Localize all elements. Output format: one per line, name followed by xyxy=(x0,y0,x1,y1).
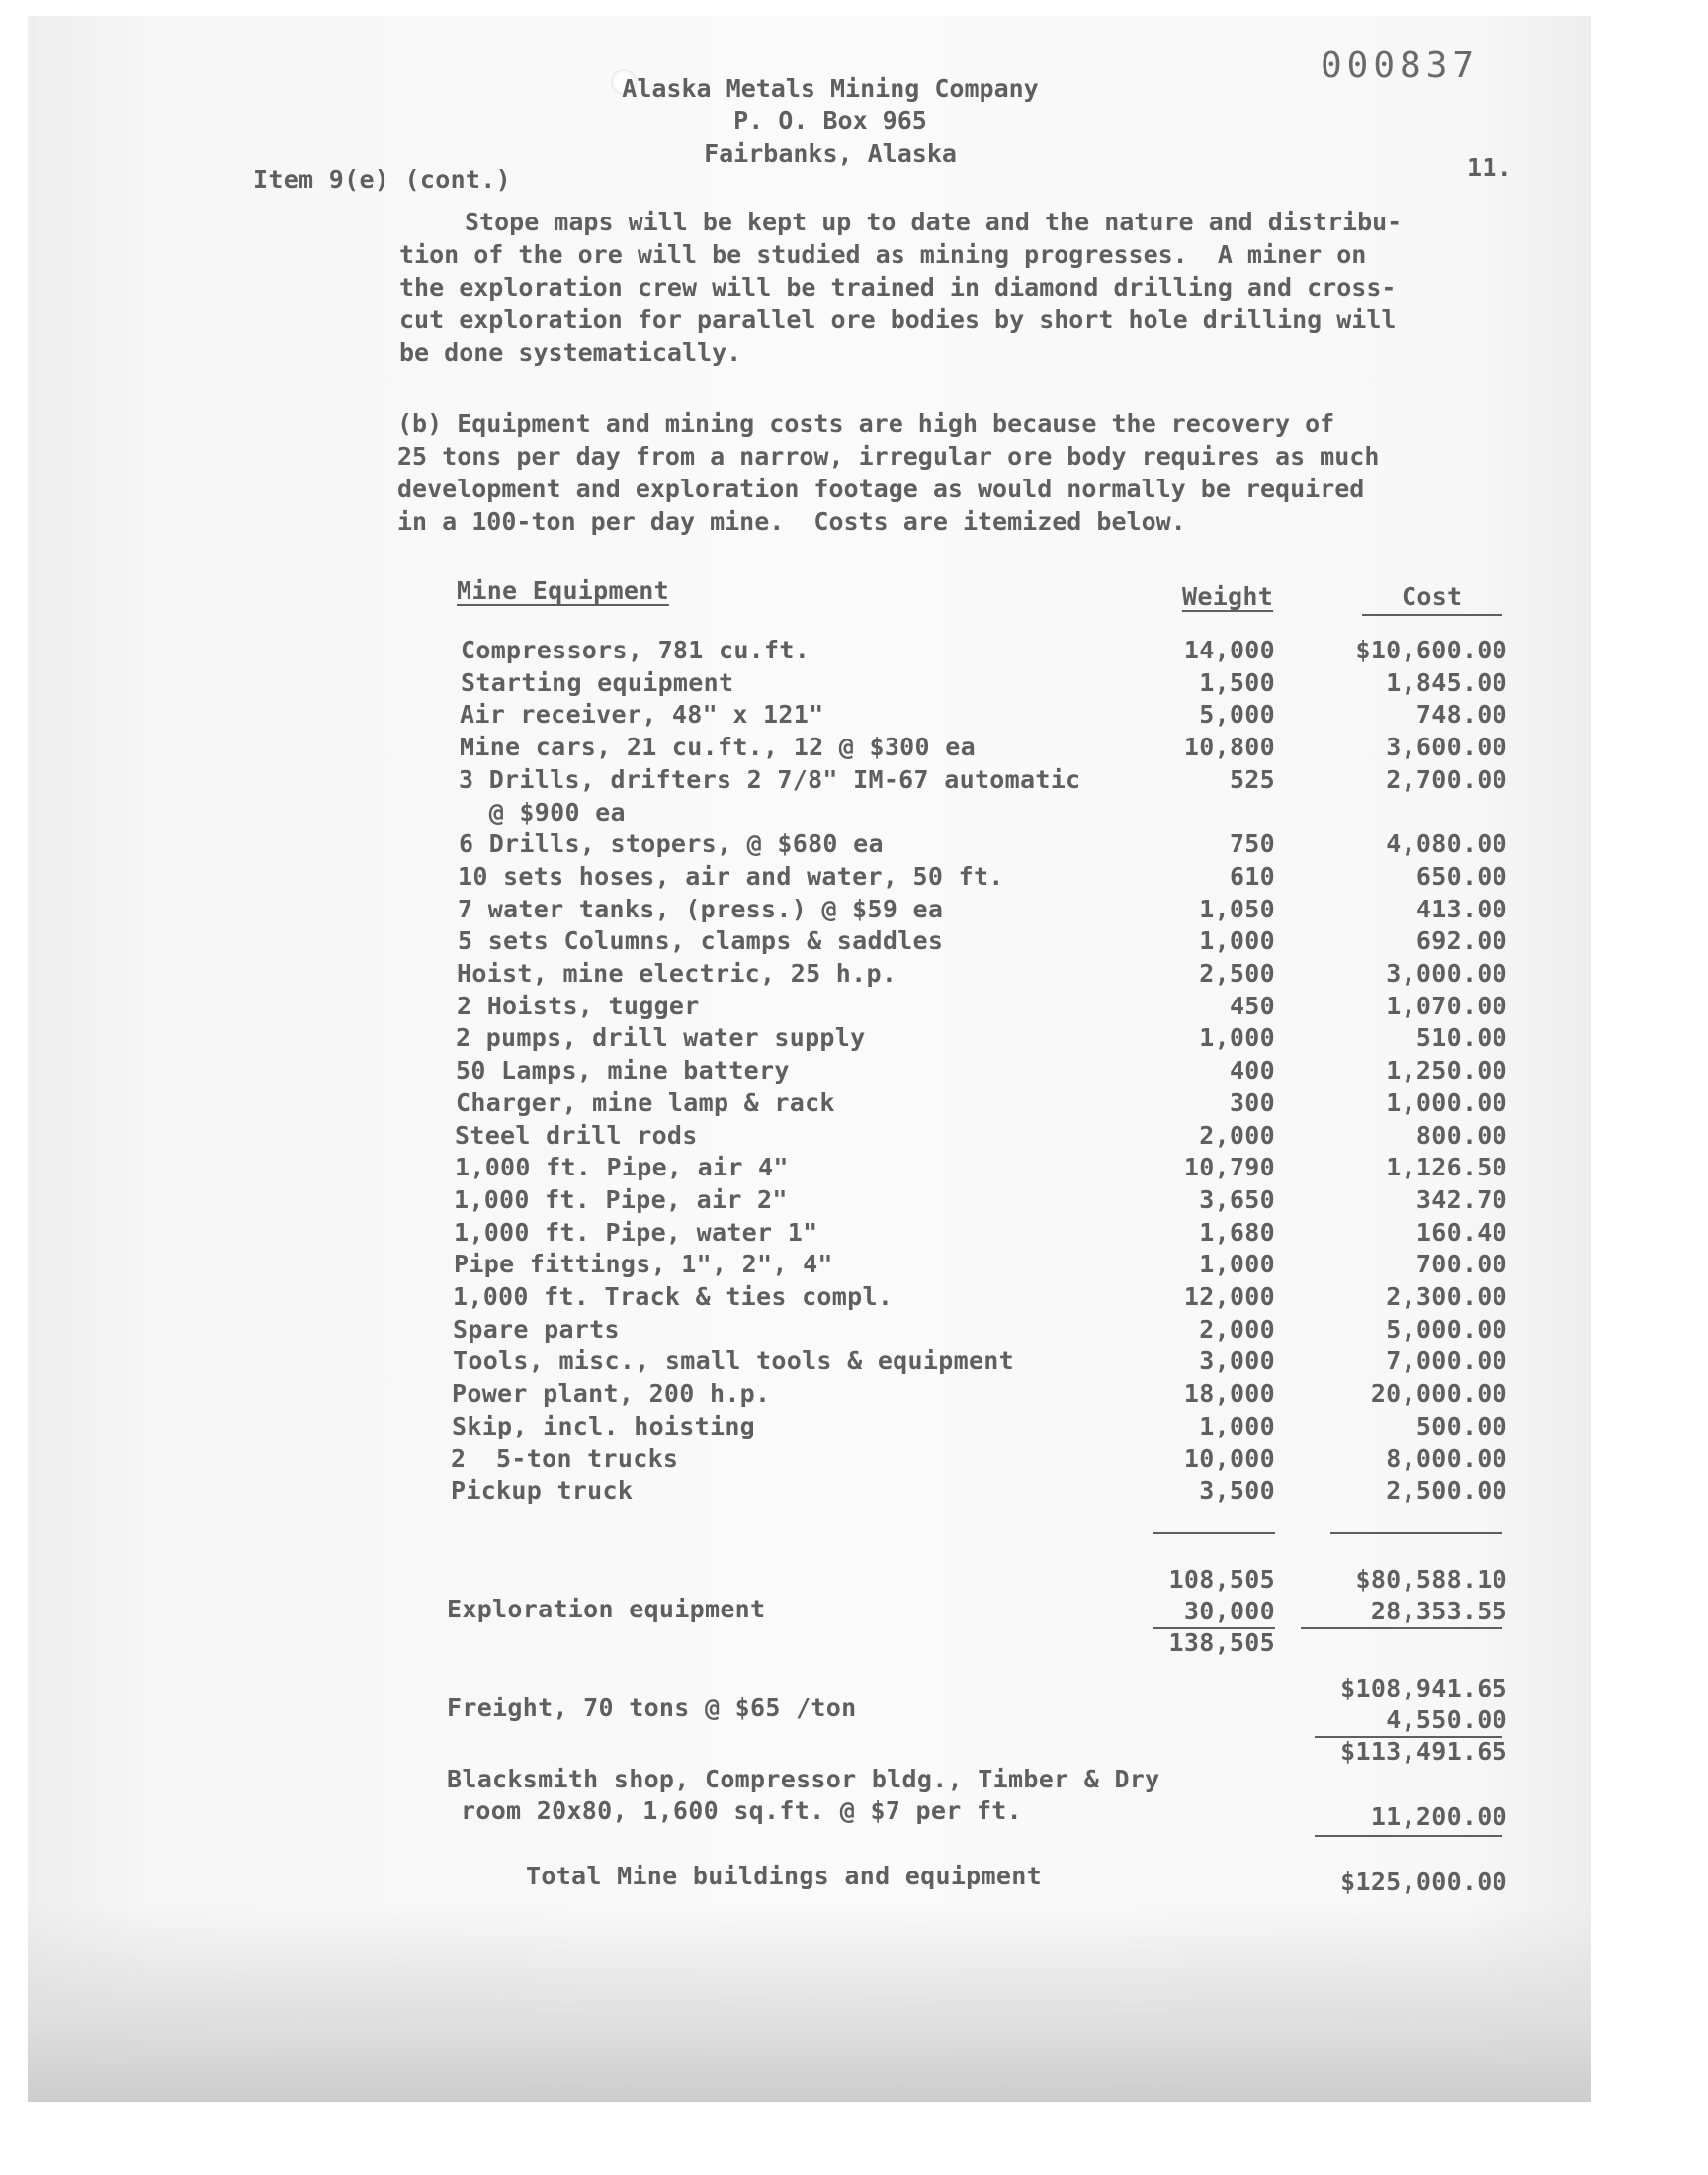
equipment-item-name: @ $900 ea xyxy=(459,798,626,826)
freight-cost: 4,550.00 xyxy=(1386,1705,1507,1734)
equipment-item-name: Hoist, mine electric, 25 h.p. xyxy=(457,959,897,988)
paragraph-line: development and exploration footage as would normally be required xyxy=(397,475,1365,503)
equipment-item-weight: 2,000 xyxy=(1199,1121,1275,1150)
subtotal-cost: $80,588.10 xyxy=(1355,1565,1507,1594)
equipment-item-cost: 8,000.00 xyxy=(1386,1444,1507,1473)
paragraph-line: be done systematically. xyxy=(399,338,742,367)
exploration-cost: 28,353.55 xyxy=(1370,1597,1507,1625)
equipment-item-cost: 160.40 xyxy=(1415,1218,1507,1247)
freight-label: Freight, 70 tons @ $65 /ton xyxy=(447,1694,857,1722)
equipment-item-cost: 413.00 xyxy=(1415,895,1507,923)
cost-subtotal: $108,941.65 xyxy=(1340,1674,1507,1702)
equipment-item-weight: 18,000 xyxy=(1183,1379,1275,1408)
equipment-item-cost: 2,300.00 xyxy=(1386,1282,1507,1311)
equipment-item-weight: 1,500 xyxy=(1199,668,1275,697)
equipment-item-name: 1,000 ft. Pipe, air 4" xyxy=(455,1153,789,1181)
page-number: 11. xyxy=(1467,153,1513,182)
equipment-item-weight: 1,000 xyxy=(1199,1023,1275,1052)
header-cost: Cost xyxy=(1402,582,1463,611)
equipment-item-weight: 10,800 xyxy=(1183,733,1275,761)
equipment-item-name: 3 Drills, drifters 2 7/8" IM-67 automatic xyxy=(459,765,1081,794)
section-label: Item 9(e) (cont.) xyxy=(253,165,511,194)
equipment-item-name: Pickup truck xyxy=(451,1476,634,1505)
equipment-item-weight: 400 xyxy=(1229,1056,1275,1085)
equipment-item-name: Starting equipment xyxy=(461,668,734,697)
equipment-item-weight: 2,500 xyxy=(1199,959,1275,988)
equipment-item-cost: 1,845.00 xyxy=(1386,668,1507,697)
equipment-item-cost: 1,070.00 xyxy=(1386,992,1507,1020)
equipment-item-cost: 700.00 xyxy=(1415,1250,1507,1278)
equipment-item-weight: 450 xyxy=(1229,992,1275,1020)
paragraph-line: in a 100-ton per day mine. Costs are itemized below. xyxy=(397,507,1186,536)
equipment-item-name: 10 sets hoses, air and water, 50 ft. xyxy=(458,862,1004,891)
paragraph-line: tion of the ore will be studied as mining progresses. A miner on xyxy=(399,240,1367,269)
equipment-item-name: Skip, incl. hoisting xyxy=(452,1412,756,1440)
running-total: $113,491.65 xyxy=(1340,1737,1507,1766)
equipment-item-weight: 1,000 xyxy=(1199,1412,1275,1440)
paragraph-line: cut exploration for parallel ore bodies by short hole drilling will xyxy=(399,305,1397,334)
equipment-item-name: 5 sets Columns, clamps & saddles xyxy=(458,926,944,955)
equipment-item-name: Power plant, 200 h.p. xyxy=(452,1379,771,1408)
equipment-item-weight: 3,500 xyxy=(1199,1476,1275,1505)
equipment-item-weight: 10,790 xyxy=(1183,1153,1275,1181)
equipment-item-cost: $10,600.00 xyxy=(1355,636,1507,664)
equipment-item-name: Charger, mine lamp & rack xyxy=(456,1088,835,1117)
equipment-item-cost: 2,500.00 xyxy=(1386,1476,1507,1505)
equipment-item-name: Tools, misc., small tools & equipment xyxy=(453,1347,1014,1375)
equipment-item-weight: 3,650 xyxy=(1199,1185,1275,1214)
equipment-item-name: 1,000 ft. Pipe, air 2" xyxy=(454,1185,788,1214)
buildings-cost: 11,200.00 xyxy=(1370,1802,1507,1831)
equipment-item-name: 2 Hoists, tugger xyxy=(457,992,700,1020)
company-city: Fairbanks, Alaska xyxy=(704,139,957,168)
equipment-item-cost: 7,000.00 xyxy=(1386,1347,1507,1375)
equipment-item-name: Steel drill rods xyxy=(455,1121,698,1150)
equipment-item-cost: 510.00 xyxy=(1415,1023,1507,1052)
equipment-item-name: Compressors, 781 cu.ft. xyxy=(461,636,811,664)
equipment-item-weight: 5,000 xyxy=(1199,700,1275,729)
equipment-item-cost: 342.70 xyxy=(1415,1185,1507,1214)
header-mine-equipment: Mine Equipment xyxy=(457,576,669,605)
equipment-item-name: Air receiver, 48" x 121" xyxy=(460,700,824,729)
equipment-item-name: 2 5-ton trucks xyxy=(451,1444,679,1473)
grand-total-label: Total Mine buildings and equipment xyxy=(526,1862,1042,1890)
equipment-item-weight: 14,000 xyxy=(1183,636,1275,664)
equipment-item-cost: 2,700.00 xyxy=(1386,765,1507,794)
equipment-item-name: 7 water tanks, (press.) @ $59 ea xyxy=(458,895,944,923)
document-number: 000837 xyxy=(1321,45,1480,86)
buildings-line2: room 20x80, 1,600 sq.ft. @ $7 per ft. xyxy=(461,1796,1022,1825)
weight-column-rule xyxy=(1153,1532,1275,1534)
grand-total-cost: $125,000.00 xyxy=(1340,1868,1507,1896)
equipment-item-weight: 610 xyxy=(1229,862,1275,891)
equipment-item-cost: 1,000.00 xyxy=(1386,1088,1507,1117)
equipment-item-weight: 525 xyxy=(1229,765,1275,794)
equipment-item-name: 6 Drills, stopers, @ $680 ea xyxy=(459,829,884,858)
equipment-item-cost: 650.00 xyxy=(1415,862,1507,891)
equipment-item-weight: 1,000 xyxy=(1199,926,1275,955)
equipment-item-weight: 1,680 xyxy=(1199,1218,1275,1247)
subtotal-weight: 108,505 xyxy=(1168,1565,1275,1594)
equipment-item-cost: 800.00 xyxy=(1415,1121,1507,1150)
equipment-item-weight: 1,050 xyxy=(1199,895,1275,923)
equipment-item-weight: 750 xyxy=(1229,829,1275,858)
page-shadow xyxy=(28,1904,1591,2102)
equipment-item-name: Spare parts xyxy=(453,1315,620,1344)
paragraph-line: the exploration crew will be trained in diamond drilling and cross- xyxy=(399,273,1397,302)
company-address: P. O. Box 965 xyxy=(733,106,927,134)
equipment-item-weight: 12,000 xyxy=(1183,1282,1275,1311)
equipment-item-name: 1,000 ft. Pipe, water 1" xyxy=(454,1218,818,1247)
equipment-item-cost: 1,126.50 xyxy=(1386,1153,1507,1181)
buildings-cost-rule xyxy=(1315,1835,1502,1837)
cost-column-rule xyxy=(1330,1532,1502,1534)
equipment-item-name: 50 Lamps, mine battery xyxy=(456,1056,790,1085)
equipment-item-cost: 692.00 xyxy=(1415,926,1507,955)
buildings-line1: Blacksmith shop, Compressor bldg., Timber & Dry xyxy=(447,1765,1160,1793)
paragraph-line: Stope maps will be kept up to date and the nature and distribu- xyxy=(465,208,1403,236)
equipment-item-weight: 300 xyxy=(1229,1088,1275,1117)
equipment-item-cost: 3,600.00 xyxy=(1386,733,1507,761)
weight-total: 138,505 xyxy=(1168,1628,1275,1657)
equipment-item-cost: 5,000.00 xyxy=(1386,1315,1507,1344)
equipment-item-cost: 500.00 xyxy=(1415,1412,1507,1440)
equipment-item-cost: 1,250.00 xyxy=(1386,1056,1507,1085)
equipment-item-name: Mine cars, 21 cu.ft., 12 @ $300 ea xyxy=(460,733,976,761)
equipment-item-cost: 20,000.00 xyxy=(1370,1379,1507,1408)
header-weight: Weight xyxy=(1182,582,1274,611)
equipment-item-weight: 2,000 xyxy=(1199,1315,1275,1344)
equipment-item-name: 1,000 ft. Track & ties compl. xyxy=(453,1282,894,1311)
equipment-item-name: Pipe fittings, 1", 2", 4" xyxy=(454,1250,833,1278)
equipment-item-weight: 1,000 xyxy=(1199,1250,1275,1278)
exploration-weight: 30,000 xyxy=(1183,1597,1275,1625)
paragraph-line: 25 tons per day from a narrow, irregular ore body requires as much xyxy=(397,442,1380,471)
equipment-item-cost: 3,000.00 xyxy=(1386,959,1507,988)
equipment-item-weight: 10,000 xyxy=(1183,1444,1275,1473)
equipment-item-cost: 4,080.00 xyxy=(1386,829,1507,858)
header-cost-rule xyxy=(1362,614,1502,616)
company-name: Alaska Metals Mining Company xyxy=(622,74,1039,103)
equipment-item-weight: 3,000 xyxy=(1199,1347,1275,1375)
exploration-label: Exploration equipment xyxy=(447,1595,766,1623)
exploration-cost-rule xyxy=(1301,1627,1502,1629)
equipment-item-cost: 748.00 xyxy=(1415,700,1507,729)
paragraph-line: (b) Equipment and mining costs are high because the recovery of xyxy=(397,409,1335,438)
equipment-item-name: 2 pumps, drill water supply xyxy=(456,1023,866,1052)
